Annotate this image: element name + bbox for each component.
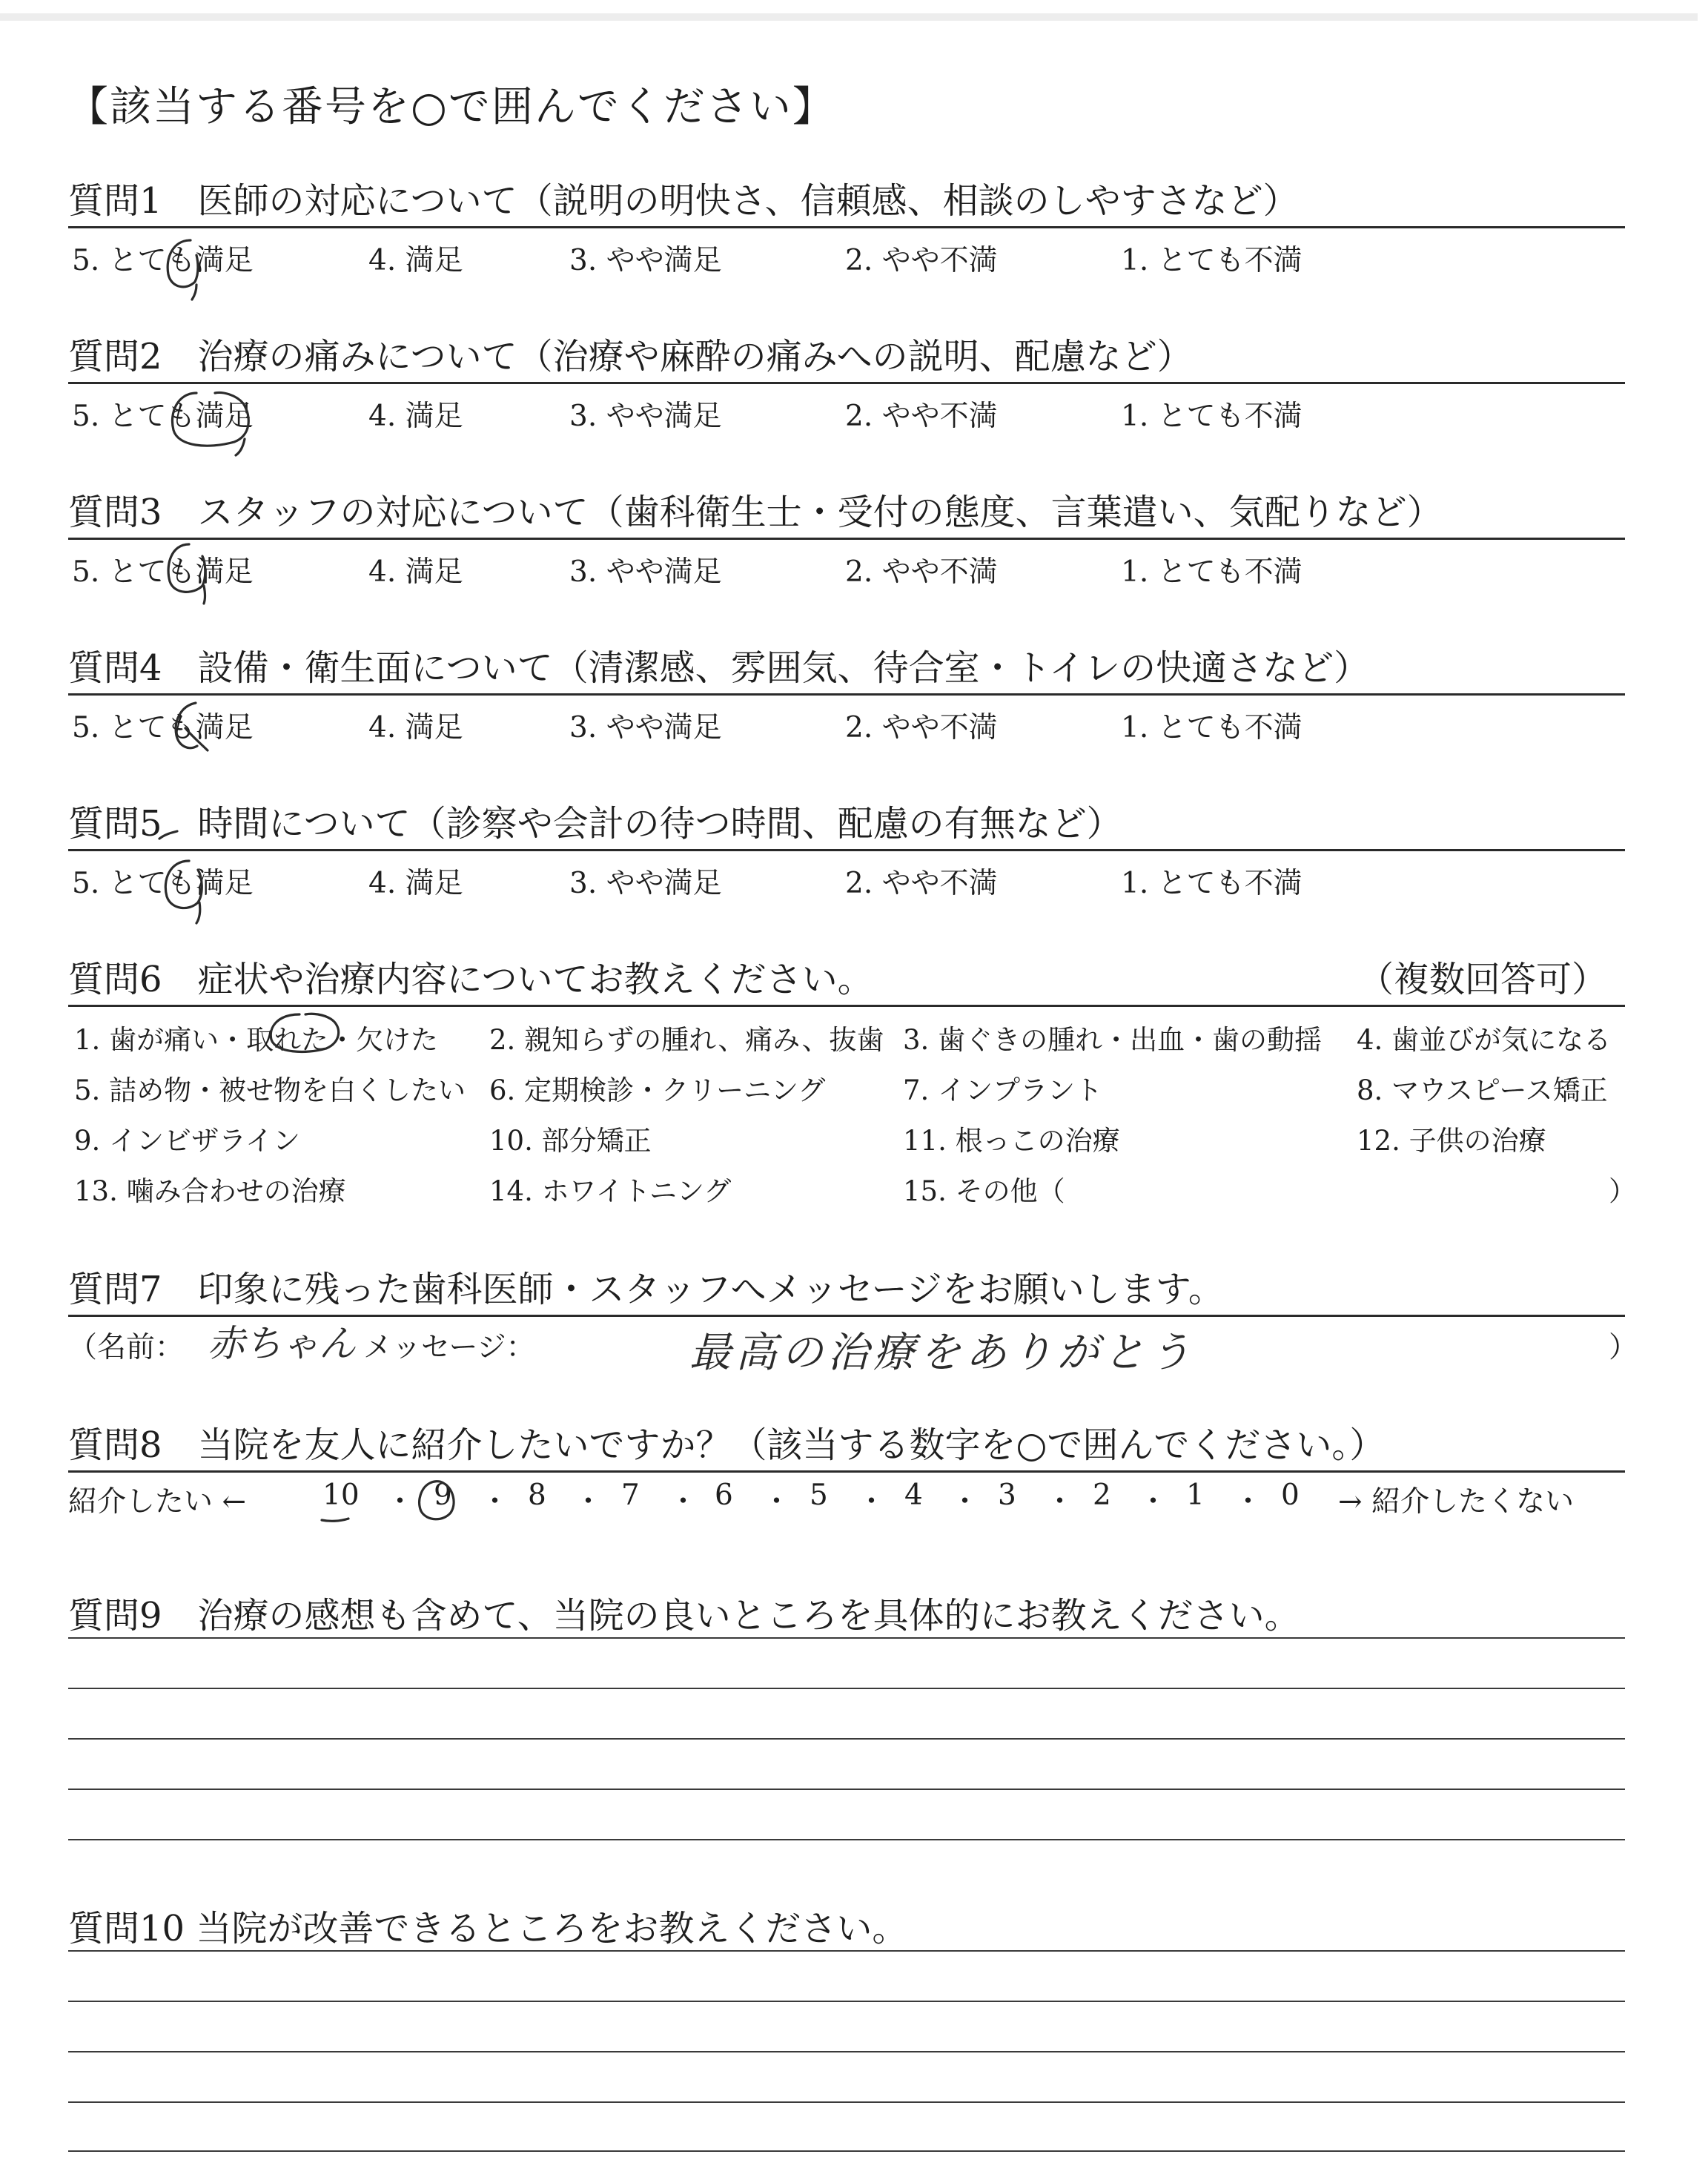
q6-option-2[interactable]: 2. 親知らずの腫れ、痛み、抜歯	[489, 1024, 884, 1056]
question-3-heading: 質問3 スタッフの対応について（歯科衛生士・受付の態度、言葉遣い、気配りなど）	[68, 492, 1443, 533]
q8-option-10[interactable]: 10	[322, 1479, 360, 1512]
q6-option-9[interactable]: 9. インビザライン	[74, 1125, 300, 1157]
q3-option-1[interactable]: 1. とても不満	[1121, 555, 1302, 589]
q1-option-5[interactable]: 5. とても満足	[72, 244, 254, 277]
q6-answer-circle	[264, 1008, 345, 1060]
q4-option-1[interactable]: 1. とても不満	[1121, 711, 1302, 744]
q8-option-3[interactable]: 3	[998, 1479, 1016, 1512]
q6-option-4[interactable]: 4. 歯並びが気になる	[1357, 1024, 1612, 1056]
q2-option-3[interactable]: 3. やや満足	[569, 400, 722, 433]
q8-option-6[interactable]: 6	[715, 1479, 733, 1512]
q1-option-4[interactable]: 4. 満足	[368, 244, 463, 277]
q5-answer-circle	[152, 819, 219, 927]
q1-option-2[interactable]: 2. やや不満	[845, 244, 998, 277]
q7-message-handwritten[interactable]: 最高の治療をありがとう	[689, 1329, 1195, 1377]
q8-separator: ・	[950, 1485, 980, 1519]
q6-option-12[interactable]: 12. 子供の治療	[1357, 1125, 1546, 1157]
q5-option-3[interactable]: 3. やや満足	[569, 867, 722, 900]
q6-option-6[interactable]: 6. 定期検診・クリーニング	[489, 1074, 826, 1106]
question-4-heading: 質問4 設備・衛生面について（清潔感、雰囲気、待合室・トイレの快適さなど）	[68, 647, 1370, 689]
q7-form-close: ）	[1609, 1331, 1638, 1364]
q8-option-2[interactable]: 2	[1093, 1479, 1111, 1512]
q3-option-5[interactable]: 5. とても満足	[72, 555, 254, 589]
question-1-rule	[68, 226, 1625, 228]
q6-option-8[interactable]: 8. マウスピース矯正	[1357, 1074, 1608, 1106]
q6-option-3[interactable]: 3. 歯ぐきの腫れ・出血・歯の動揺	[903, 1024, 1323, 1056]
q6-option-11[interactable]: 11. 根っこの治療	[903, 1125, 1120, 1157]
q3-option-3[interactable]: 3. やや満足	[569, 555, 722, 589]
q5-option-4[interactable]: 4. 満足	[368, 867, 463, 900]
q5-option-5[interactable]: 5. とても満足	[72, 867, 254, 900]
q2-option-5[interactable]: 5. とても満足	[72, 400, 254, 433]
question-6-heading: 質問6 症状や治療内容についてお教えください。	[68, 959, 873, 1000]
q8-option-4[interactable]: 4	[904, 1479, 923, 1512]
question-6-note: （複数回答可）	[1358, 959, 1608, 1000]
q8-separator: ・	[1045, 1485, 1075, 1519]
q5-option-1[interactable]: 1. とても不満	[1121, 867, 1302, 900]
question-1-heading: 質問1 医師の対応について（説明の明快さ、信頼感、相談のしやすさなど）	[68, 180, 1299, 222]
q8-right-label: → 紹介したくない	[1338, 1485, 1575, 1519]
q8-option-8[interactable]: 8	[528, 1479, 546, 1512]
q2-option-1[interactable]: 1. とても不満	[1121, 400, 1302, 433]
q6-option-1[interactable]: 1. 歯が痛い・取れた・欠けた	[74, 1024, 439, 1056]
q8-option-1[interactable]: 1	[1186, 1479, 1205, 1512]
q6-option-10[interactable]: 10. 部分矯正	[489, 1125, 652, 1157]
q8-option-0[interactable]: 0	[1281, 1479, 1300, 1512]
question-4-rule	[68, 693, 1625, 696]
q8-option-9[interactable]: 9	[434, 1479, 452, 1512]
question-2-rule	[68, 382, 1625, 384]
q6-option-15[interactable]: 15. その他（	[903, 1175, 1065, 1207]
q1-answer-circle	[159, 236, 211, 303]
q8-option-7[interactable]: 7	[621, 1479, 640, 1512]
q5-option-2[interactable]: 2. やや不満	[845, 867, 998, 900]
q9-writing-line[interactable]	[68, 1688, 1625, 1689]
q3-option-2[interactable]: 2. やや不満	[845, 555, 998, 589]
q8-separator: ・	[574, 1485, 603, 1519]
q6-option-14[interactable]: 14. ホワイトニング	[489, 1175, 732, 1207]
question-5-rule	[68, 849, 1625, 851]
page-title: 【該当する番号を○で囲んでください】	[67, 83, 835, 131]
question-2-heading: 質問2 治療の痛みについて（治療や麻酔の痛みへの説明、配慮など）	[68, 336, 1193, 377]
question-8-heading: 質問8 当院を友人に紹介したいですか？（該当する数字を○で囲んでください。）	[68, 1424, 1386, 1466]
q4-answer-circle	[163, 698, 215, 758]
q9-writing-line[interactable]	[68, 1738, 1625, 1740]
q8-separator: ・	[762, 1485, 792, 1519]
q10-writing-line[interactable]	[68, 2001, 1625, 2002]
q8-separator: ・	[480, 1485, 510, 1519]
q10-writing-line[interactable]	[68, 2051, 1625, 2052]
question-7-heading: 質問7 印象に残った歯科医師・スタッフへメッセージをお願いします。	[68, 1269, 1224, 1310]
q10-writing-line[interactable]	[68, 2150, 1625, 2152]
question-9-heading: 質問9 治療の感想も含めて、当院の良いところを具体的にお教えください。	[68, 1595, 1300, 1636]
q6-option-5[interactable]: 5. 詰め物・被せ物を白くしたい	[74, 1074, 466, 1106]
q9-writing-line[interactable]	[68, 1637, 1625, 1639]
q8-separator: ・	[669, 1485, 698, 1519]
q1-option-1[interactable]: 1. とても不満	[1121, 244, 1302, 277]
q7-name-handwritten[interactable]: 赤ちゃん	[208, 1322, 356, 1365]
q9-writing-line[interactable]	[68, 1789, 1625, 1790]
scan-top-edge	[0, 13, 1698, 21]
q6-option-13[interactable]: 13. 噛み合わせの治療	[74, 1175, 346, 1207]
q7-message-label: メッセージ：	[363, 1331, 535, 1364]
q9-writing-line[interactable]	[68, 1839, 1625, 1840]
q4-option-3[interactable]: 3. やや満足	[569, 711, 722, 744]
question-3-rule	[68, 538, 1625, 540]
q6-option-7[interactable]: 7. インプラント	[903, 1074, 1103, 1106]
q1-option-3[interactable]: 3. やや満足	[569, 244, 722, 277]
q3-answer-circle	[159, 540, 219, 607]
q4-option-5[interactable]: 5. とても満足	[72, 711, 254, 744]
q8-answer-circle	[319, 1473, 474, 1532]
q2-option-4[interactable]: 4. 満足	[368, 400, 463, 433]
q8-separator: ・	[1234, 1485, 1263, 1519]
q8-separator: ・	[1139, 1485, 1168, 1519]
question-5-heading: 質問5 時間について（診察や会計の待つ時間、配慮の有無など）	[68, 803, 1122, 845]
q2-option-2[interactable]: 2. やや不満	[845, 400, 998, 433]
q8-left-label: 紹介したい ←	[68, 1485, 247, 1519]
q4-option-2[interactable]: 2. やや不満	[845, 711, 998, 744]
q2-answer-circle	[163, 387, 259, 458]
q10-writing-line[interactable]	[68, 2101, 1625, 2103]
question-10-heading: 質問10 当院が改善できるところをお教えください。	[68, 1908, 908, 1949]
q8-option-5[interactable]: 5	[810, 1479, 828, 1512]
q8-separator: ・	[385, 1485, 415, 1519]
question-6-rule	[68, 1005, 1625, 1007]
q3-option-4[interactable]: 4. 満足	[368, 555, 463, 589]
question-8-rule	[68, 1470, 1625, 1473]
q7-name-label: （名前：	[68, 1331, 185, 1364]
q6-option-15-close: ）	[1609, 1175, 1636, 1207]
q8-separator: ・	[857, 1485, 887, 1519]
q10-writing-line[interactable]	[68, 1950, 1625, 1952]
q4-option-4[interactable]: 4. 満足	[368, 711, 463, 744]
